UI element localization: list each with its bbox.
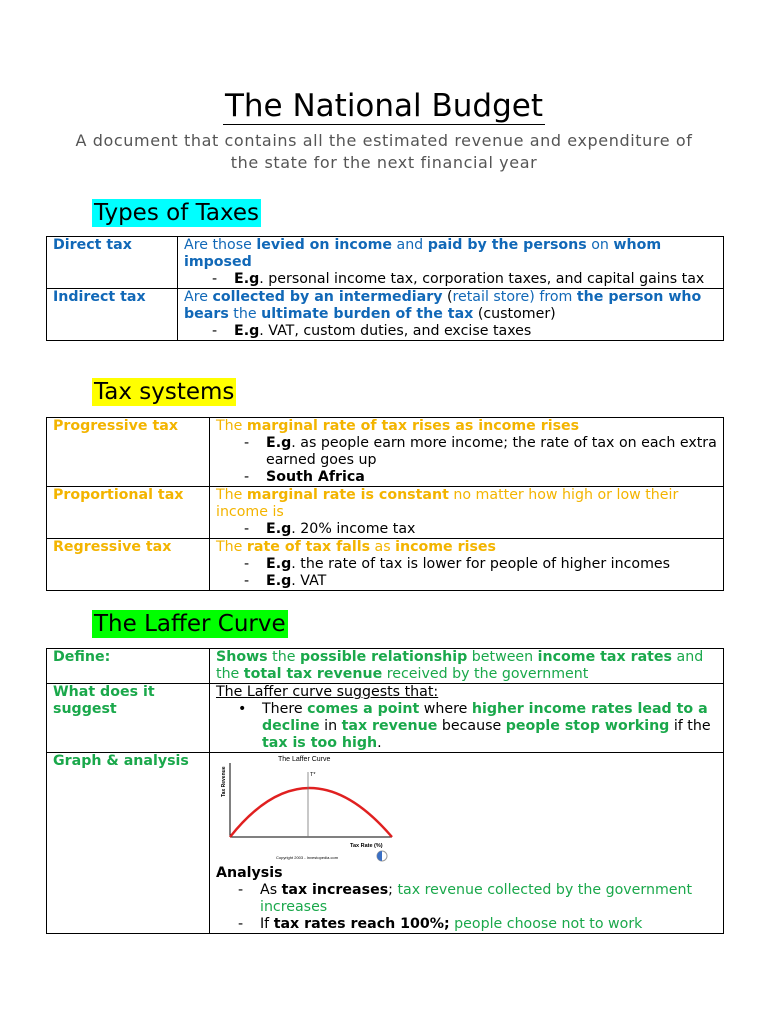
proportional-tax-label: Proportional tax	[47, 487, 210, 539]
list-item: - E.g. personal income tax, corporation taxes, and capital gains tax	[212, 271, 717, 288]
table-row	[47, 289, 724, 341]
graph-y-label: Tax Revenue	[221, 766, 227, 797]
table-row	[47, 684, 724, 753]
progressive-tax-description: The marginal rate of tax rises as income rises - E.g. as people earn more income; the rate of tax on each extra earned goes up - South Africa	[210, 418, 724, 487]
peak-label: T*	[310, 772, 316, 778]
types-of-taxes-table	[46, 236, 724, 341]
list-item: - E.g. the rate of tax is lower for people of higher incomes	[244, 556, 717, 573]
direct-tax-label: Direct tax	[47, 237, 178, 289]
suggest-label: What does it suggest	[47, 684, 210, 753]
list-item: • There comes a point where higher income rates lead to a decline in tax revenue because people stop working if the tax is too high.	[238, 701, 717, 752]
table-row	[47, 539, 724, 591]
laffer-curve-line	[230, 788, 392, 837]
progressive-tax-label: Progressive tax	[47, 418, 210, 487]
regressive-tax-label: Regressive tax	[47, 539, 210, 591]
list-item: - E.g. 20% income tax	[244, 521, 717, 538]
list-item: - If tax rates reach 100%; people choose not to work	[238, 916, 717, 933]
graph-x-label: Tax Rate (%)	[350, 843, 383, 849]
define-label: Define:	[47, 649, 210, 684]
regressive-tax-description: The rate of tax falls as income rises - E.g. the rate of tax is lower for people of higher incomes - E.g. VAT	[210, 539, 724, 591]
list-item: - As tax increases; tax revenue collected by the government increases	[238, 882, 717, 916]
define-description: Shows the possible relationship between income tax rates and the total tax revenue received by the government	[210, 649, 724, 684]
laffer-curve-graph	[216, 755, 396, 865]
graph-label: Graph & analysis	[47, 753, 210, 934]
indirect-tax-label: Indirect tax	[47, 289, 178, 341]
laffer-curve-heading: The Laffer Curve	[94, 611, 286, 637]
graph-title: The Laffer Curve	[278, 756, 331, 763]
indirect-tax-description: Are collected by an intermediary (retail store) from the person who bears the ultimate burden of the tax (customer) - E.g. VAT, custom duties, and excise taxes	[178, 289, 724, 341]
tax-systems-table	[46, 417, 724, 591]
graph-analysis-cell	[210, 753, 724, 934]
list-item: - E.g. as people earn more income; the rate of tax on each extra earned goes up	[244, 435, 717, 469]
table-row	[47, 487, 724, 539]
table-row	[47, 418, 724, 487]
table-row	[47, 753, 724, 934]
copyright-logo-half	[377, 851, 382, 861]
direct-tax-description: Are those levied on income and paid by the persons on whom imposed - E.g. personal income tax, corporation taxes, and capital gains tax	[178, 237, 724, 289]
page-subtitle: A document that contains all the estimated revenue and expenditure of the state for the next financial year	[75, 131, 693, 172]
suggest-description: The Laffer curve suggests that: • There comes a point where higher income rates lead to a decline in tax revenue because people stop working if the tax is too high.	[210, 684, 724, 753]
tax-systems-heading: Tax systems	[94, 379, 235, 405]
list-item: - South Africa	[244, 469, 717, 486]
page-title: The National Budget	[224, 88, 544, 124]
table-row	[47, 237, 724, 289]
laffer-curve-table	[46, 648, 724, 934]
table-row	[47, 649, 724, 684]
analysis-title: Analysis	[216, 865, 283, 881]
list-item: - E.g. VAT, custom duties, and excise taxes	[212, 323, 717, 340]
proportional-tax-description: The marginal rate is constant no matter how high or low their income is - E.g. 20% income tax	[210, 487, 724, 539]
graph-copyright: Copyright 2003 - Investopedia.com	[276, 855, 339, 860]
list-item: - E.g. VAT	[244, 573, 717, 590]
types-of-taxes-heading: Types of Taxes	[94, 200, 259, 226]
